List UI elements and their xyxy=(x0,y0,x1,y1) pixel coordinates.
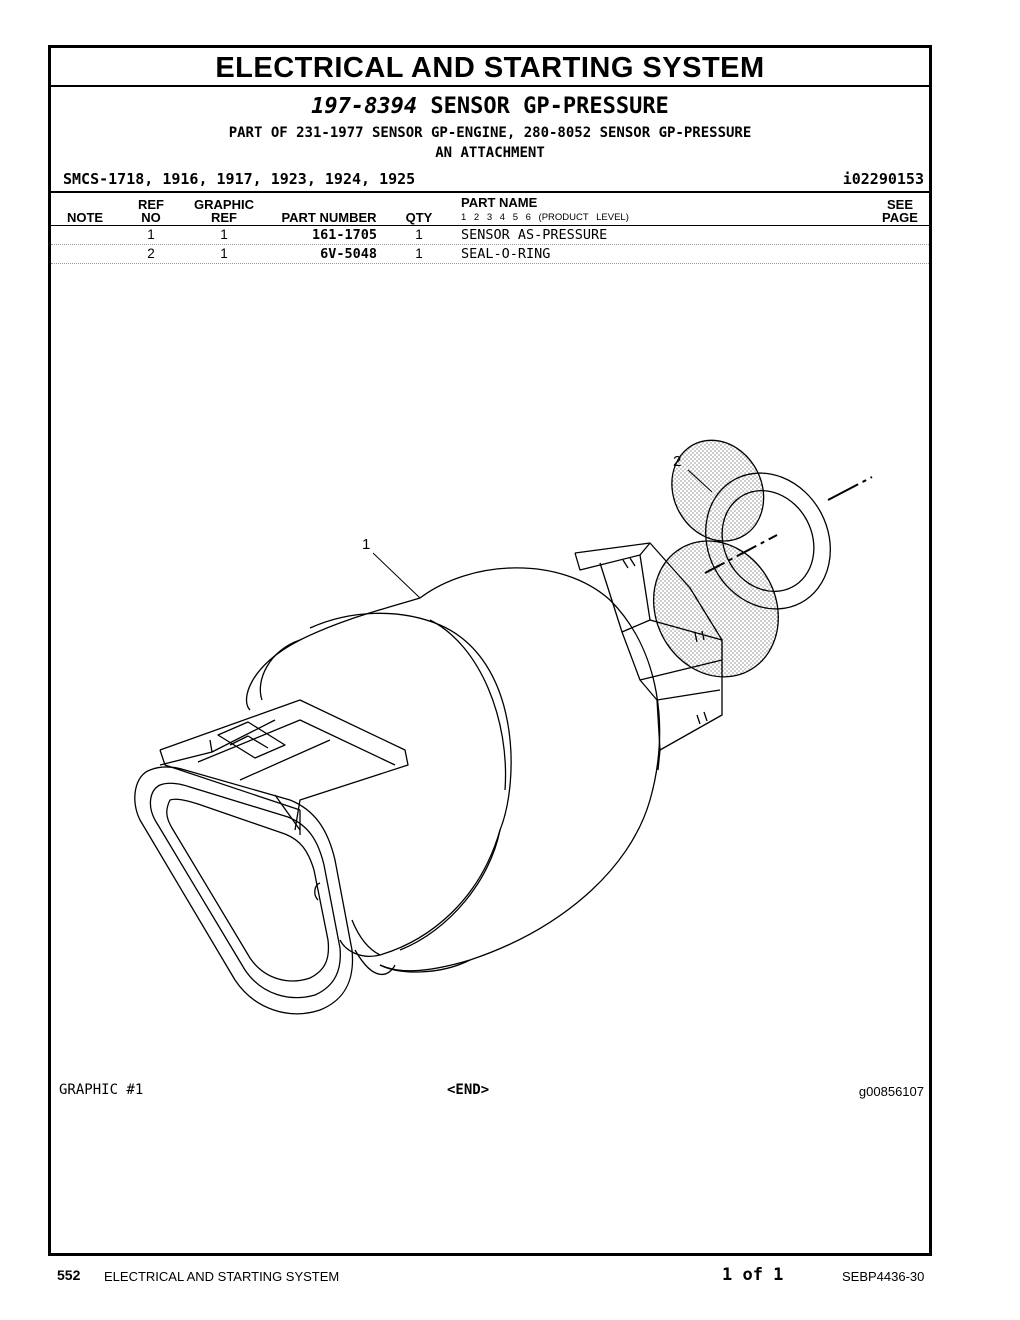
group-number: 197-8394 xyxy=(311,94,418,119)
header-see-page-1: SEE xyxy=(886,197,913,212)
row-part-name: SENSOR AS-PRESSURE xyxy=(461,227,608,243)
connector-shell xyxy=(160,700,408,835)
o-ring-part xyxy=(654,440,854,677)
header-product-levels: 1 2 3 4 5 6 (PRODUCT LEVEL) xyxy=(461,212,629,223)
row-part-number: 6V-5048 xyxy=(320,246,377,262)
header-graphic-ref-2: REF xyxy=(211,210,237,225)
header-part-name: PART NAME xyxy=(461,195,538,210)
row-ref-no: 2 xyxy=(147,246,155,261)
header-graphic-ref-1: GRAPHIC xyxy=(194,197,254,212)
attachment-line: AN ATTACHMENT xyxy=(435,145,545,161)
graphic-id: g00856107 xyxy=(858,1084,924,1099)
header-note: NOTE xyxy=(66,210,104,225)
row-qty: 1 xyxy=(415,227,423,242)
end-marker: <END> xyxy=(447,1082,490,1098)
sensor-body xyxy=(247,568,660,972)
leader-line-1 xyxy=(373,553,420,598)
footer-section: ELECTRICAL AND STARTING SYSTEM xyxy=(104,1269,340,1284)
group-name: SENSOR GP-PRESSURE xyxy=(430,94,669,119)
document-id: SEBP4436-30 xyxy=(842,1269,925,1284)
row-part-name: SEAL-O-RING xyxy=(461,246,551,262)
section-title: ELECTRICAL AND STARTING SYSTEM xyxy=(215,52,765,84)
illustration-id: i02290153 xyxy=(842,170,924,188)
callout-2: 2 xyxy=(673,453,682,470)
header-part-number: PART NUMBER xyxy=(281,210,377,225)
row-graphic-ref: 1 xyxy=(220,246,228,261)
page-number: 552 xyxy=(57,1267,81,1283)
row-qty: 1 xyxy=(415,246,423,261)
part-of-line: PART OF 231-1977 SENSOR GP-ENGINE, 280-8052 SENSOR GP-PRESSURE xyxy=(228,125,752,141)
row-part-number: 161-1705 xyxy=(311,227,377,243)
header-ref-no-1: REF xyxy=(138,197,164,212)
header-ref-no-2: NO xyxy=(141,210,161,225)
connector-face xyxy=(135,767,395,1014)
graphic-label: GRAPHIC #1 xyxy=(59,1082,144,1098)
callout-1: 1 xyxy=(362,536,371,553)
header-qty: QTY xyxy=(405,210,433,225)
row-graphic-ref: 1 xyxy=(220,227,228,242)
page-of: 1 of 1 xyxy=(722,1265,784,1285)
center-line xyxy=(828,477,872,500)
smcs-codes: SMCS-1718, 1916, 1917, 1923, 1924, 1925 xyxy=(63,170,416,188)
row-ref-no: 1 xyxy=(147,227,155,242)
header-see-page-2: PAGE xyxy=(882,210,918,225)
